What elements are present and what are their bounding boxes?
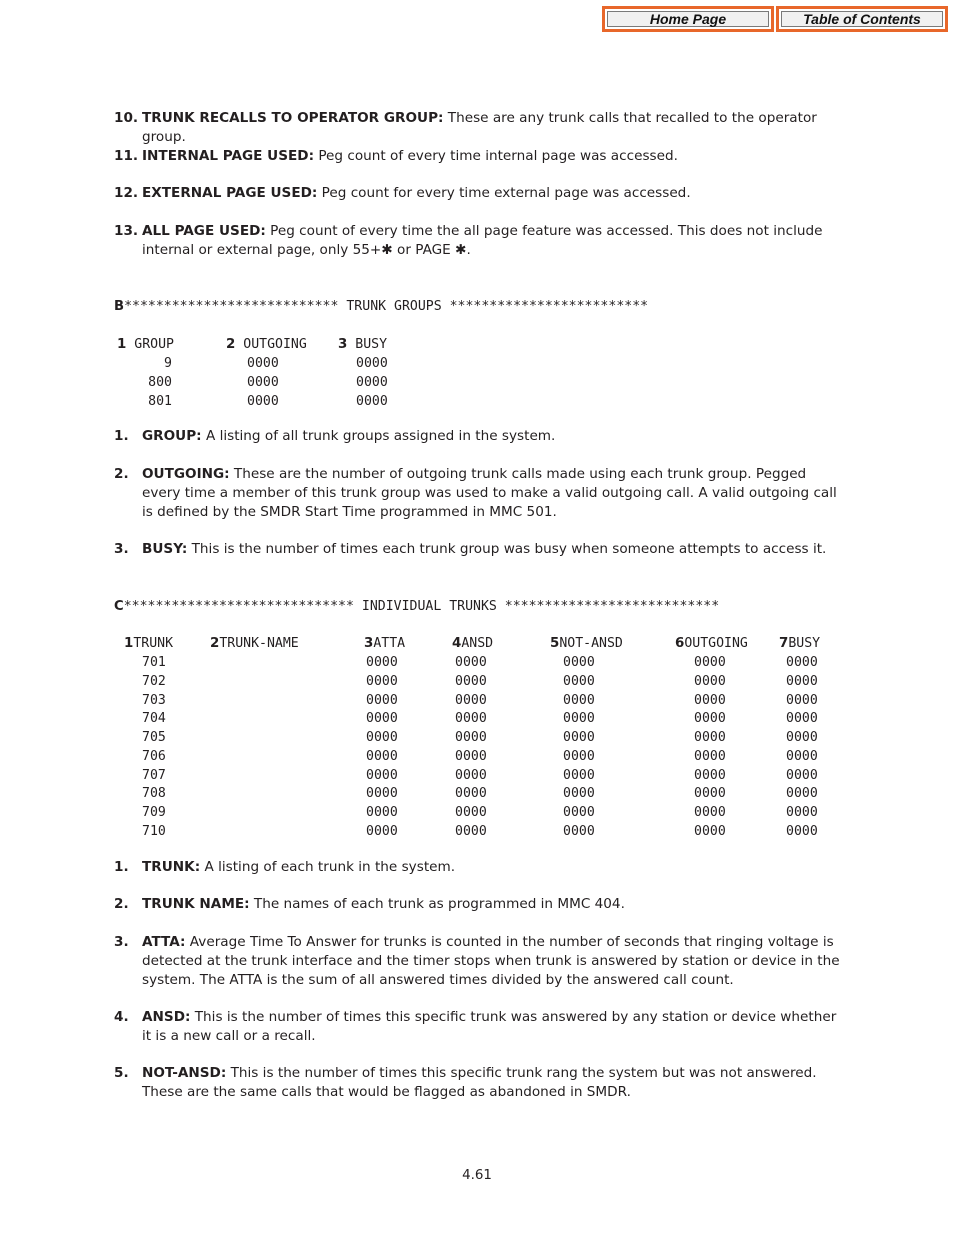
- item-number: 11.: [114, 148, 139, 164]
- item-number: 13.: [114, 223, 139, 239]
- item-term: EXTERNAL PAGE USED:: [142, 185, 318, 201]
- table-cell: 0000: [694, 730, 726, 745]
- table-cell: 0000: [563, 786, 595, 802]
- item-text: This is the number of times this specific trunk was answered by any station or device whether it is a new call or a recall.: [142, 1009, 837, 1044]
- item-term: TRUNK NAME:: [142, 896, 250, 912]
- table-cell: 0000: [563, 823, 595, 839]
- table-cell: 0000: [786, 805, 818, 820]
- list-item: [114, 858, 841, 877]
- item-term: TRUNK:: [142, 859, 201, 875]
- item-number: 3.: [114, 934, 129, 950]
- home-page-button[interactable]: [602, 6, 774, 32]
- item-text: These are the number of outgoing trunk calls made using each trunk group. Pegged every time a member of this trunk group was used to make a valid outgoing call. A valid outgoing call is defined by the SMDR Start Time programmed in MMC 501.: [142, 466, 837, 520]
- table-cell: 0000: [786, 711, 818, 727]
- table-cell: 0000: [455, 692, 487, 708]
- list-item: [114, 109, 841, 147]
- list-item: [114, 465, 841, 521]
- table-cell: 0000: [356, 356, 388, 371]
- item-number: 2.: [114, 466, 129, 482]
- table-cell: 0000: [455, 711, 487, 727]
- item-text: A listing of all trunk groups assigned in the system.: [201, 428, 556, 444]
- table-cell: 0000: [694, 823, 726, 839]
- item-number: 1.: [114, 428, 129, 444]
- table-cell: 705: [142, 730, 166, 745]
- table-cell: 0000: [694, 655, 726, 670]
- table-cell: 0000: [366, 673, 398, 689]
- table-cell: 703: [142, 692, 166, 708]
- table-cell: 710: [142, 823, 166, 839]
- table-cell: 0000: [786, 767, 818, 783]
- item-text: A listing of each trunk in the system.: [200, 859, 456, 875]
- table-cell: 0000: [366, 805, 398, 820]
- item-number: 3.: [114, 541, 129, 557]
- table-cell: 0000: [366, 655, 398, 670]
- list-item: [114, 540, 841, 559]
- table-cell: 0000: [455, 805, 487, 820]
- table-cell: 0000: [455, 748, 487, 764]
- item-number: 12.: [114, 185, 139, 201]
- table-cell: 0000: [694, 748, 726, 764]
- table-cell: 0000: [356, 394, 388, 409]
- table-cell: 0000: [563, 748, 595, 764]
- table-cell: 0000: [563, 692, 595, 708]
- table-cell: 0000: [694, 805, 726, 820]
- item-term: INTERNAL PAGE USED:: [142, 148, 314, 164]
- item-term: TRUNK RECALLS TO OPERATOR GROUP:: [142, 110, 444, 126]
- table-cell: 701: [142, 655, 166, 670]
- table-cell: 0000: [455, 786, 487, 802]
- column-header: 1TRUNK: [124, 636, 174, 651]
- table-cell: 0000: [694, 767, 726, 783]
- column-header: 7BUSY: [779, 636, 821, 651]
- item-number: 1.: [114, 859, 129, 875]
- item-number: 10.: [114, 110, 139, 126]
- column-header: 3ATTA: [364, 636, 406, 651]
- item-text: This is the number of times each trunk group was busy when someone attempts to access it.: [187, 541, 827, 557]
- column-header: 3 BUSY: [338, 337, 388, 352]
- table-cell: 706: [142, 748, 166, 764]
- table-of-contents-label: Table of Contents: [781, 11, 943, 27]
- table-cell: 0000: [786, 655, 818, 670]
- item-text: These are any trunk calls that recalled to the operator group.: [142, 110, 817, 145]
- table-cell: 707: [142, 767, 166, 783]
- table-cell: 9: [164, 356, 172, 371]
- table-cell: 0000: [563, 730, 595, 745]
- table-cell: 0000: [563, 655, 595, 670]
- item-term: ANSD:: [142, 1009, 191, 1025]
- table-cell: 0000: [694, 692, 726, 708]
- list-item: [114, 933, 841, 989]
- item-term: NOT-ANSD:: [142, 1065, 227, 1081]
- table-cell: 0000: [366, 711, 398, 727]
- column-header: 2TRUNK-NAME: [210, 636, 299, 651]
- item-text: Peg count of every time the all page feature was accessed. This does not include internal or external page, only 55+✱ or PAGE ✱.: [142, 223, 823, 258]
- table-cell: 709: [142, 805, 166, 820]
- table-cell: 0000: [455, 655, 487, 670]
- column-header: 2 OUTGOING: [226, 337, 307, 352]
- individual-trunks-banner: C***************************** INDIVIDUAL TRUNKS ***************************: [114, 599, 720, 614]
- home-page-label: Home Page: [607, 11, 769, 27]
- table-cell: 0000: [694, 711, 726, 727]
- table-cell: 0000: [366, 823, 398, 839]
- list-item: [114, 222, 841, 260]
- item-text: Peg count of every time internal page was accessed.: [314, 148, 678, 164]
- table-cell: 0000: [366, 748, 398, 764]
- list-item: [114, 1008, 841, 1046]
- table-cell: 0000: [786, 748, 818, 764]
- table-cell: 0000: [694, 673, 726, 689]
- table-cell: 0000: [247, 394, 279, 409]
- table-cell: 0000: [786, 692, 818, 708]
- table-cell: 0000: [455, 767, 487, 783]
- item-term: GROUP:: [142, 428, 202, 444]
- table-cell: 0000: [786, 730, 818, 745]
- item-term: BUSY:: [142, 541, 188, 557]
- column-header: 6OUTGOING: [675, 636, 748, 651]
- list-item: [114, 427, 841, 446]
- table-cell: 0000: [366, 730, 398, 745]
- item-term: ALL PAGE USED:: [142, 223, 266, 239]
- table-cell: 0000: [786, 786, 818, 802]
- table-cell: 0000: [366, 786, 398, 802]
- item-number: 5.: [114, 1065, 129, 1081]
- table-cell: 0000: [455, 730, 487, 745]
- table-cell: 0000: [366, 692, 398, 708]
- table-cell: 0000: [563, 673, 595, 689]
- list-item: [114, 1064, 841, 1102]
- item-text: This is the number of times this specific trunk rang the system but was not answered. These are the same calls that would be flagged as abandoned in SMDR.: [142, 1065, 817, 1100]
- table-cell: 0000: [455, 673, 487, 689]
- table-cell: 0000: [455, 823, 487, 839]
- table-cell: 0000: [563, 805, 595, 820]
- item-term: ATTA:: [142, 934, 186, 950]
- item-number: 4.: [114, 1009, 129, 1025]
- list-item: [114, 895, 841, 914]
- item-text: The names of each trunk as programmed in MMC 404.: [249, 896, 625, 912]
- item-number: 2.: [114, 896, 129, 912]
- item-term: OUTGOING:: [142, 466, 230, 482]
- table-cell: 0000: [563, 711, 595, 727]
- list-item: [114, 147, 841, 166]
- table-cell: 0000: [356, 375, 388, 390]
- table-of-contents-button[interactable]: [776, 6, 948, 32]
- column-header: 1 GROUP: [117, 337, 174, 352]
- list-item: [114, 184, 841, 203]
- trunk-groups-banner: B*************************** TRUNK GROUPS *************************: [114, 299, 649, 314]
- table-cell: 702: [142, 673, 166, 689]
- table-cell: 0000: [563, 767, 595, 783]
- table-cell: 0000: [786, 673, 818, 689]
- table-cell: 0000: [694, 786, 726, 802]
- table-cell: 0000: [247, 375, 279, 390]
- table-cell: 800: [148, 375, 172, 390]
- table-cell: 0000: [786, 823, 818, 839]
- page-number: 4.61: [462, 1168, 492, 1183]
- column-header: 5NOT-ANSD: [550, 636, 623, 651]
- column-header: 4ANSD: [452, 636, 494, 651]
- table-cell: 0000: [366, 767, 398, 783]
- item-text: Average Time To Answer for trunks is counted in the number of seconds that ringing voltage is detected at the trunk interface and the timer stops when trunk is answered by station or device in the system. The ATTA is the sum of all answered times divided by the answered call count.: [142, 934, 840, 988]
- table-cell: 0000: [247, 356, 279, 371]
- item-text: Peg count for every time external page was accessed.: [317, 185, 691, 201]
- table-cell: 708: [142, 786, 166, 802]
- table-cell: 704: [142, 711, 166, 727]
- table-cell: 801: [148, 394, 172, 409]
